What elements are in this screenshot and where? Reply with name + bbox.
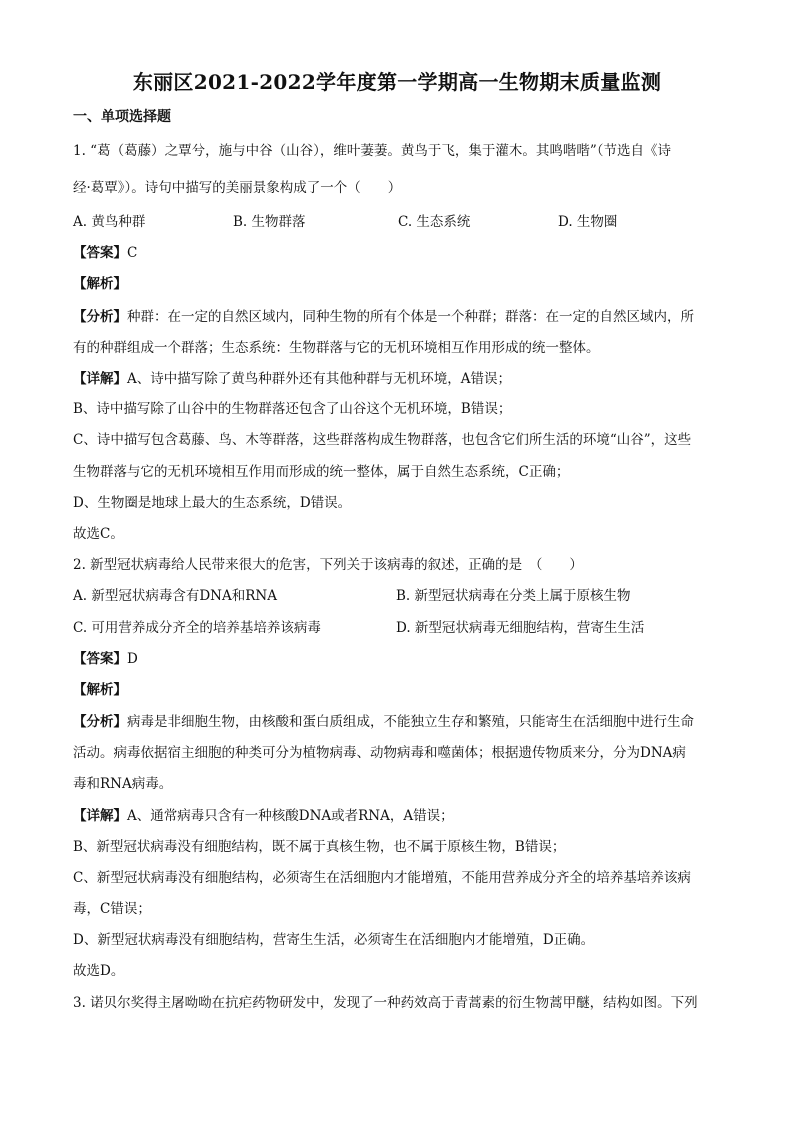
q1-option-c: C. 生态系统 — [398, 214, 471, 230]
section-heading: 一、单项选择题 — [73, 109, 171, 125]
fenxi-tag: 【分析】 — [73, 309, 127, 325]
answer-value: D — [127, 651, 138, 667]
q2-fenxi-line-1 — [73, 712, 733, 732]
q2-option-a: A. 新型冠状病毒含有DNA和RNA — [73, 588, 277, 604]
q2-answer — [73, 649, 733, 669]
q2-option-c: C. 可用营养成分齐全的培养基培养该病毒 — [73, 620, 321, 636]
q2-fenxi-line-2: 活动。病毒依据宿主细胞的种类可分为植物病毒、动物病毒和噬菌体；根据遗传物质来分，分为DNA病 — [73, 745, 686, 761]
q1-xiangjie-c-1: C、诗中描写包含葛藤、鸟、木等群落，这些群落构成生物群落，也包含它们所生活的环境“山谷”，这些 — [73, 432, 692, 448]
fenxi-text: 病毒是非细胞生物，由核酸和蛋白质组成，不能独立生存和繁殖，只能寄生在活细胞中进行生命 — [127, 714, 694, 730]
q2-xiangjie-b: B、新型冠状病毒没有细胞结构，既不属于真核生物，也不属于原核生物，B错误； — [73, 839, 566, 855]
q1-fenxi-line-2: 有的种群组成一个群落；生态系统：生物群落与它的无机环境相互作用形成的统一整体。 — [73, 340, 600, 356]
q1-xiangjie-d: D、生物圈是地球上最大的生态系统，D错误。 — [73, 495, 352, 511]
xiangjie-text: A、通常病毒只含有一种核酸DNA或者RNA，A错误； — [127, 808, 454, 824]
q1-conclusion: 故选C。 — [73, 526, 124, 542]
q1-answer — [73, 243, 733, 263]
xiangjie-text: A、诗中描写除了黄鸟种群外还有其他种群与无机环境，A错误； — [127, 371, 511, 387]
q1-xiangjie-c-2: 生物群落与它的无机环境相互作用而形成的统一整体，属于自然生态系统，C正确； — [73, 464, 570, 480]
q2-fenxi-line-3: 毒和RNA病毒。 — [73, 776, 173, 792]
q2-xiangjie-c-2: 毒，C错误； — [73, 901, 151, 917]
q1-stem-line-1: 1. “葛（葛藤）之覃兮，施与中谷（山谷），维叶萋萋。黄鸟于飞，集于灌木。其鸣喈喈”（节选自《诗 — [73, 143, 671, 159]
q1-xiangjie-a — [73, 369, 733, 389]
fenxi-text: 种群：在一定的自然区域内，同种生物的所有个体是一个种群；群落：在一定的自然区域内，所 — [127, 309, 694, 325]
q1-stem-line-2: 经·葛覃》）。诗句中描写的美丽景象构成了一个（ ） — [73, 180, 402, 196]
q1-analysis-tag — [73, 274, 733, 294]
q2-stem: 2. 新型冠状病毒给人民带来很大的危害，下列关于该病毒的叙述，正确的是 （ ） — [73, 557, 583, 573]
page-title: 东丽区2021-2022学年度第一学期高一生物期末质量监测 — [132, 70, 662, 94]
q1-option-a: A. 黄鸟种群 — [73, 214, 146, 230]
xiangjie-tag: 【详解】 — [73, 808, 127, 824]
q2-xiangjie-d: D、新型冠状病毒没有细胞结构，营寄生生活，必须寄生在活细胞内才能增殖，D正确。 — [73, 932, 595, 948]
q2-option-d: D. 新型冠状病毒无细胞结构，营寄生生活 — [396, 620, 645, 636]
q2-option-b: B. 新型冠状病毒在分类上属于原核生物 — [396, 588, 631, 604]
answer-tag: 【答案】 — [73, 245, 127, 261]
analysis-tag: 【解析】 — [73, 682, 127, 698]
q1-option-b: B. 生物群落 — [233, 214, 306, 230]
q3-stem-line-1: 3. 诺贝尔奖得主屠呦呦在抗疟药物研发中，发现了一种药效高于青蒿素的衍生物蒿甲醚，结构如图。下列 — [73, 995, 698, 1011]
q2-xiangjie-c-1: C、新型冠状病毒没有细胞结构，必须寄生在活细胞内才能增殖，不能用营养成分齐全的培养基培养该病 — [73, 870, 691, 886]
xiangjie-tag: 【详解】 — [73, 371, 127, 387]
analysis-tag: 【解析】 — [73, 276, 127, 292]
q1-fenxi-line-1 — [73, 307, 733, 327]
q1-option-d: D. 生物圈 — [558, 214, 618, 230]
answer-value: C — [127, 245, 138, 261]
q2-conclusion: 故选D。 — [73, 963, 125, 979]
q1-xiangjie-b: B、诗中描写除了山谷中的生物群落还包含了山谷这个无机环境，B错误； — [73, 401, 512, 417]
fenxi-tag: 【分析】 — [73, 714, 127, 730]
q2-xiangjie-a — [73, 806, 733, 826]
answer-tag: 【答案】 — [73, 651, 127, 667]
q2-analysis-tag — [73, 680, 733, 700]
